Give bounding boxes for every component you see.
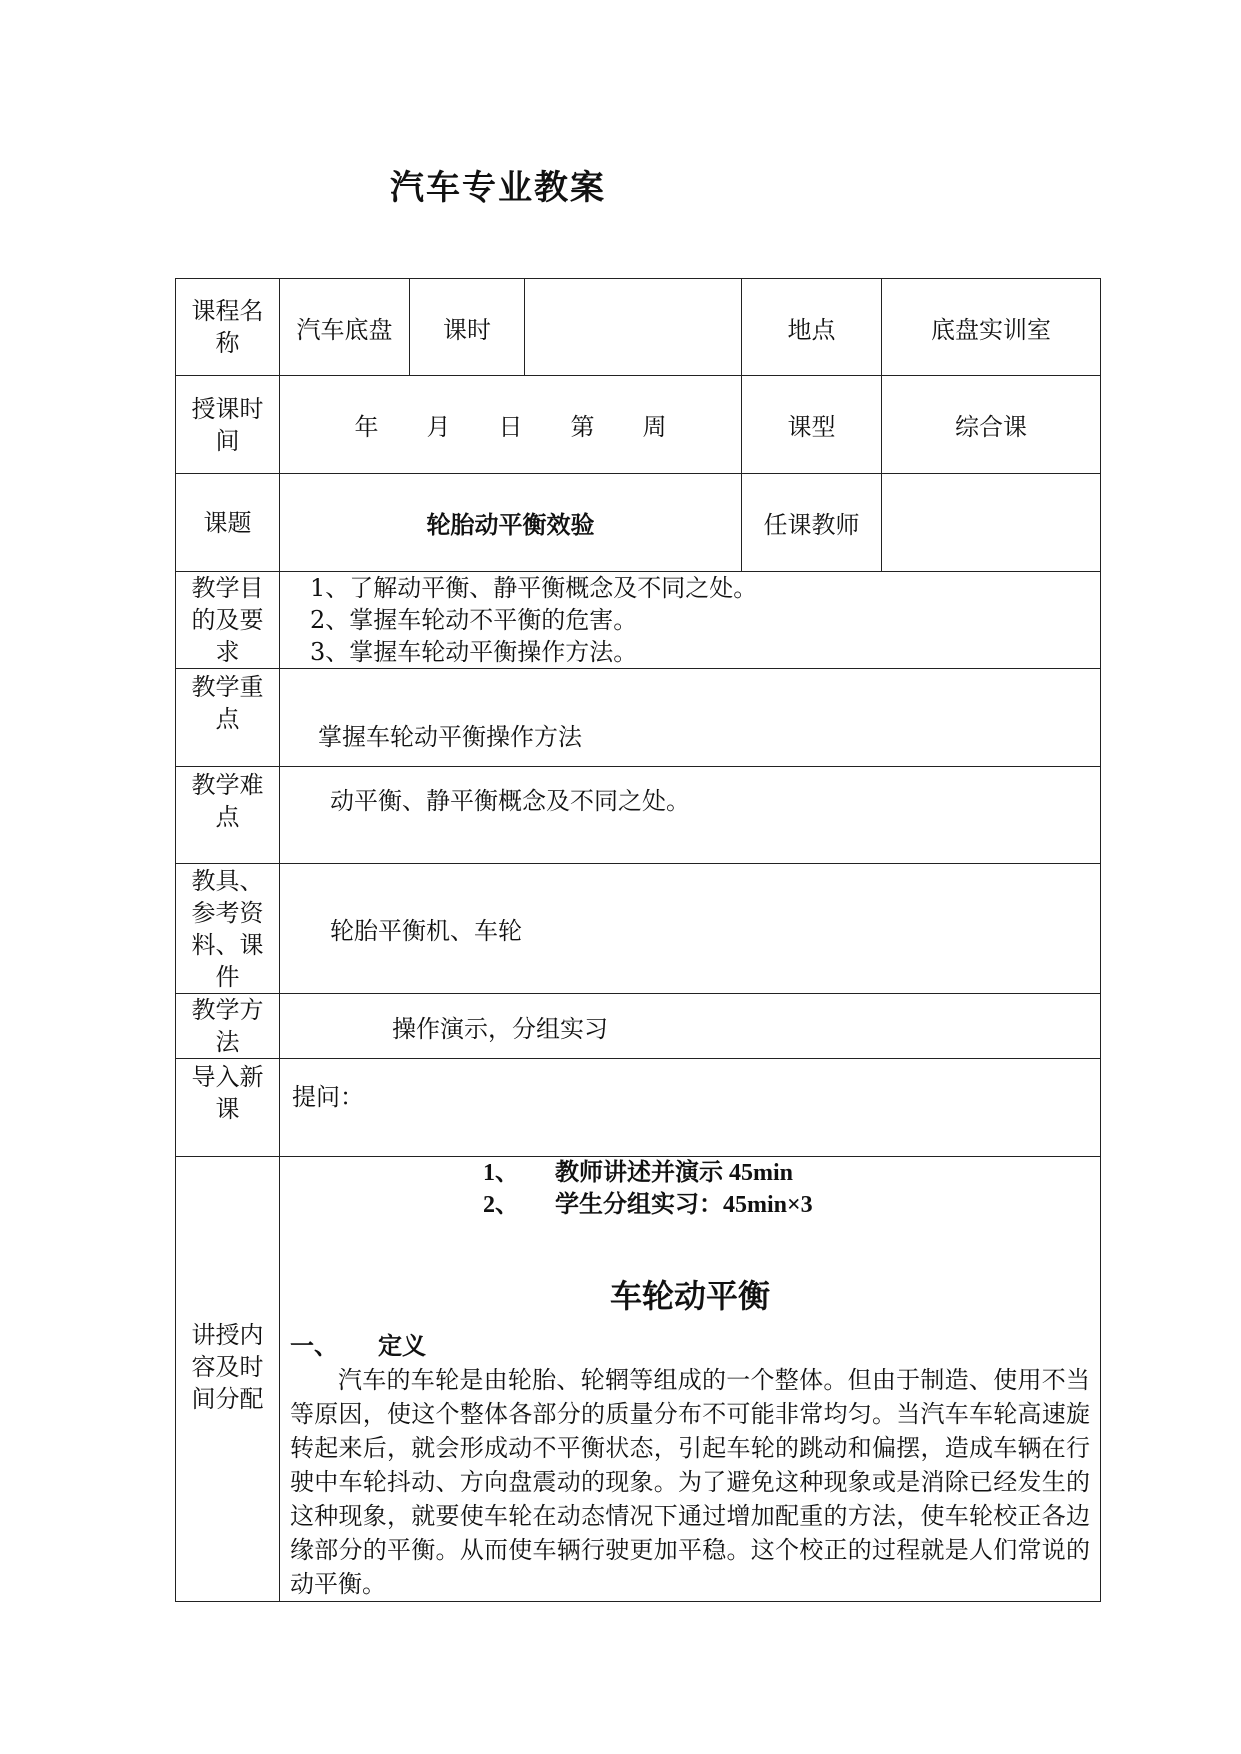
time-value: 年 月 日 第 周 (280, 376, 742, 474)
section-title: 车轮动平衡 (609, 1277, 770, 1315)
type-value: 综合课 (882, 376, 1101, 474)
teacher-value (882, 474, 1101, 572)
course-value: 汽车底盘 (280, 279, 410, 376)
table-row (176, 994, 1101, 1059)
topic-label: 课题 (176, 474, 280, 572)
key-value: 掌握车轮动平衡操作方法 (280, 669, 1101, 767)
tools-value: 轮胎平衡机、车轮 (280, 864, 1101, 994)
method-value: 操作演示，分组实习 (280, 994, 1101, 1059)
subsection-title: 定义 (378, 1331, 426, 1360)
goal-item: 3、掌握车轮动平衡操作方法。 (310, 638, 638, 666)
goal-item: 2、掌握车轮动不平衡的危害。 (310, 606, 638, 634)
page-title: 汽车专业教案 (390, 168, 606, 208)
location-value: 底盘实训室 (882, 279, 1101, 376)
goal-item: 1、了解动平衡、静平衡概念及不同之处。 (310, 574, 758, 602)
step-item (483, 1189, 1090, 1221)
type-label: 课型 (742, 376, 882, 474)
hours-label: 课时 (410, 279, 525, 376)
table-row (176, 1059, 1101, 1157)
time-label: 授课时间 (176, 376, 280, 474)
table-row (176, 767, 1101, 864)
definition-paragraph: 汽车的车轮是由轮胎、轮辋等组成的一个整体。但由于制造、使用不当等原因，使这个整体各部分的质量分布不可能非常均匀。当汽车车轮高速旋转起来后，就会形成动不平衡状态，引起车轮的跳动和偏摆，造成车辆在行驶中车轮抖动、方向盘震动的现象。为了避免这种现象或是消除已经发生的这种现象，就要使车轮在动态情况下通过增加配重的方法，使车轮校正各边缘部分的平衡。从而使车辆行驶更加平稳。这个校正的过程就是人们常说的动平衡。 (290, 1366, 1090, 1598)
tools-label: 教具、参考资料、课件 (176, 864, 280, 994)
content-body (280, 1157, 1101, 1602)
table-row (176, 474, 1101, 572)
step-text: 学生分组实习：45min×3 (555, 1192, 813, 1218)
intro-value: 提问： (280, 1059, 1101, 1157)
table-row (176, 864, 1101, 994)
content-label: 讲授内容及时间分配 (176, 1157, 280, 1602)
table-row (176, 1157, 1101, 1602)
hours-value (525, 279, 742, 376)
method-label: 教学方法 (176, 994, 280, 1059)
topic-value: 轮胎动平衡效验 (280, 474, 742, 572)
key-label: 教学重点 (176, 669, 280, 767)
step-item (483, 1157, 1090, 1189)
difficulty-value: 动平衡、静平衡概念及不同之处。 (280, 767, 1101, 864)
goals-label: 教学目的及要求 (176, 572, 280, 669)
teacher-label: 任课教师 (742, 474, 882, 572)
table-row (176, 669, 1101, 767)
lesson-plan-table (175, 278, 1101, 1602)
goals-list (280, 572, 1101, 669)
subsection-heading (290, 1329, 1090, 1363)
course-label: 课程名称 (176, 279, 280, 376)
step-text: 教师讲述并演示 45min (555, 1160, 794, 1186)
table-row (176, 279, 1101, 376)
location-label: 地点 (742, 279, 882, 376)
step-number: 1、 (483, 1160, 519, 1186)
difficulty-label: 教学难点 (176, 767, 280, 864)
table-row (176, 376, 1101, 474)
subsection-number: 一、 (290, 1331, 338, 1360)
step-number: 2、 (483, 1192, 519, 1218)
table-row (176, 572, 1101, 669)
intro-label: 导入新课 (176, 1059, 280, 1157)
